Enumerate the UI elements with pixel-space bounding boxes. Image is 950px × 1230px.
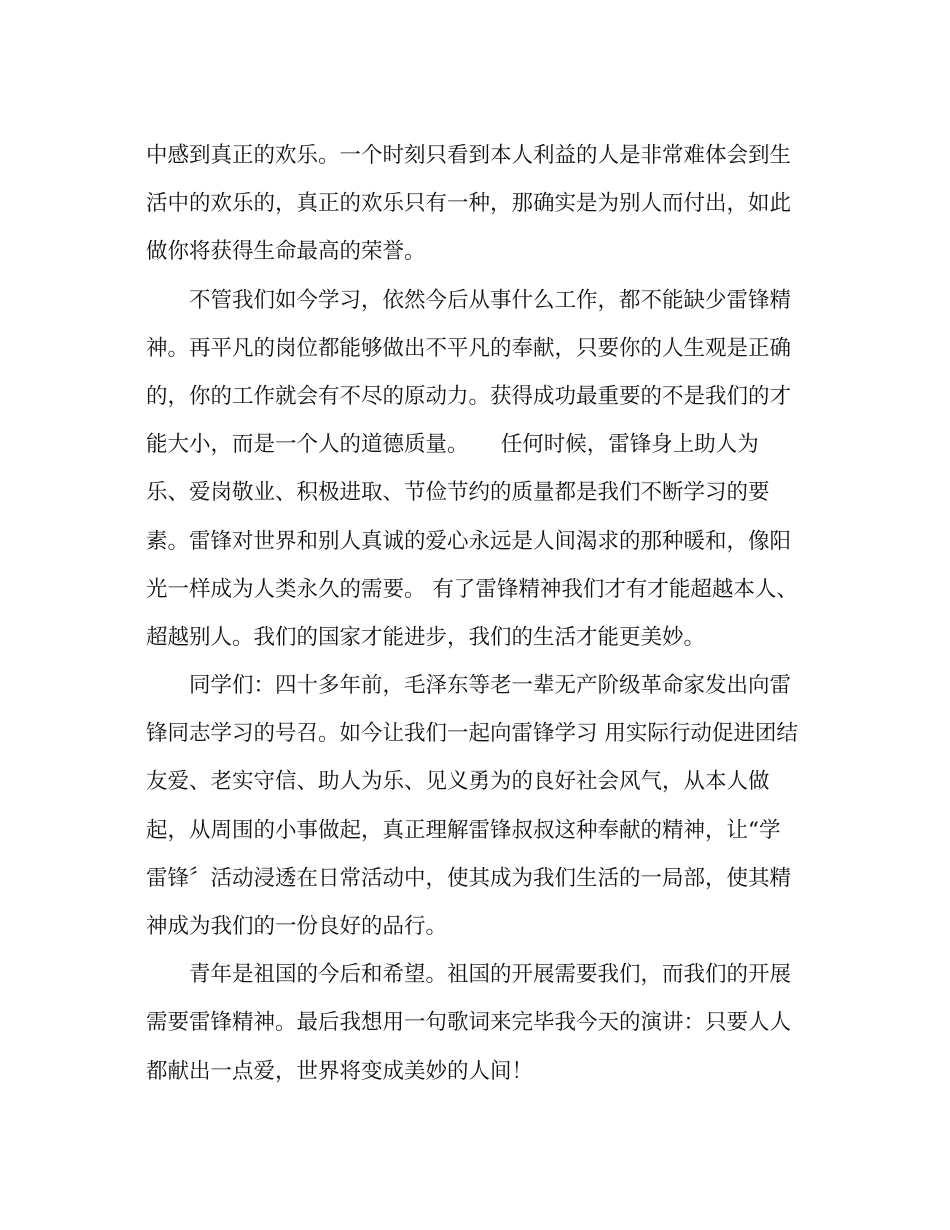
text-line: 神成为我们的一份良好的品行。 [146, 914, 448, 939]
text-line: 雷锋〞活动浸透在日常活动中，使其成为我们生活的一局部，使其精 [146, 865, 792, 891]
text-line: 友爱、老实守信、助人为乐、见义勇为的良好社会风气，从本人做 [146, 769, 770, 795]
text-line: 青年是祖国的今后和希望。祖国的开展需要我们，而我们的开展 [146, 962, 792, 988]
text-line: 神。再平凡的岗位都能够做出不平凡的奉献，只要你的人生观是正确 [146, 335, 792, 361]
text-line: 都献出一点爱，世界将变成美妙的人间！ [146, 1058, 534, 1084]
text-line: 锋同志学习的号召。如今让我们一起向雷锋学习 用实际行动促进团结 [146, 721, 798, 747]
text-line: 能大小，而是一个人的道德质量。 任何时候，雷锋身上助人为 [146, 432, 759, 458]
text-line: 活中的欢乐的，真正的欢乐只有一种，那确实是为别人而付出，如此 [146, 191, 792, 217]
text-line: 不管我们如今学习，依然今后从事什么工作，都不能缺少雷锋精 [146, 287, 792, 313]
text-line: 中感到真正的欢乐。一个时刻只看到本人利益的人是非常难体会到生 [146, 143, 792, 168]
text-line: 素。雷锋对世界和别人真诚的爱心永远是人间渴求的那种暖和，像阳 [146, 528, 792, 554]
text-line: 需要雷锋精神。最后我想用一句歌词来完毕我今天的演讲：只要人人 [146, 1010, 792, 1036]
text-line: 起，从周围的小事做起，真正理解雷锋叔叔这种奉献的精神，让“学 [146, 817, 781, 843]
text-line: 同学们：四十多年前，毛泽东等老一辈无产阶级革命家发出向雷 [146, 673, 792, 699]
text-line: 做你将获得生命最高的荣誉。 [146, 239, 426, 265]
text-line: 超越别人。我们的国家才能进步，我们的生活才能更美妙。 [146, 624, 706, 650]
text-line: 的，你的工作就会有不尽的原动力。获得成功最重要的不是我们的才 [146, 383, 792, 409]
speech-text-body [146, 132, 806, 1096]
text-line: 乐、爱岗敬业、积极进取、节俭节约的质量都是我们不断学习的要 [146, 480, 770, 506]
text-line: 光一样成为人类永久的需要。 有了雷锋精神我们才有才能超越本人、 [146, 576, 798, 602]
